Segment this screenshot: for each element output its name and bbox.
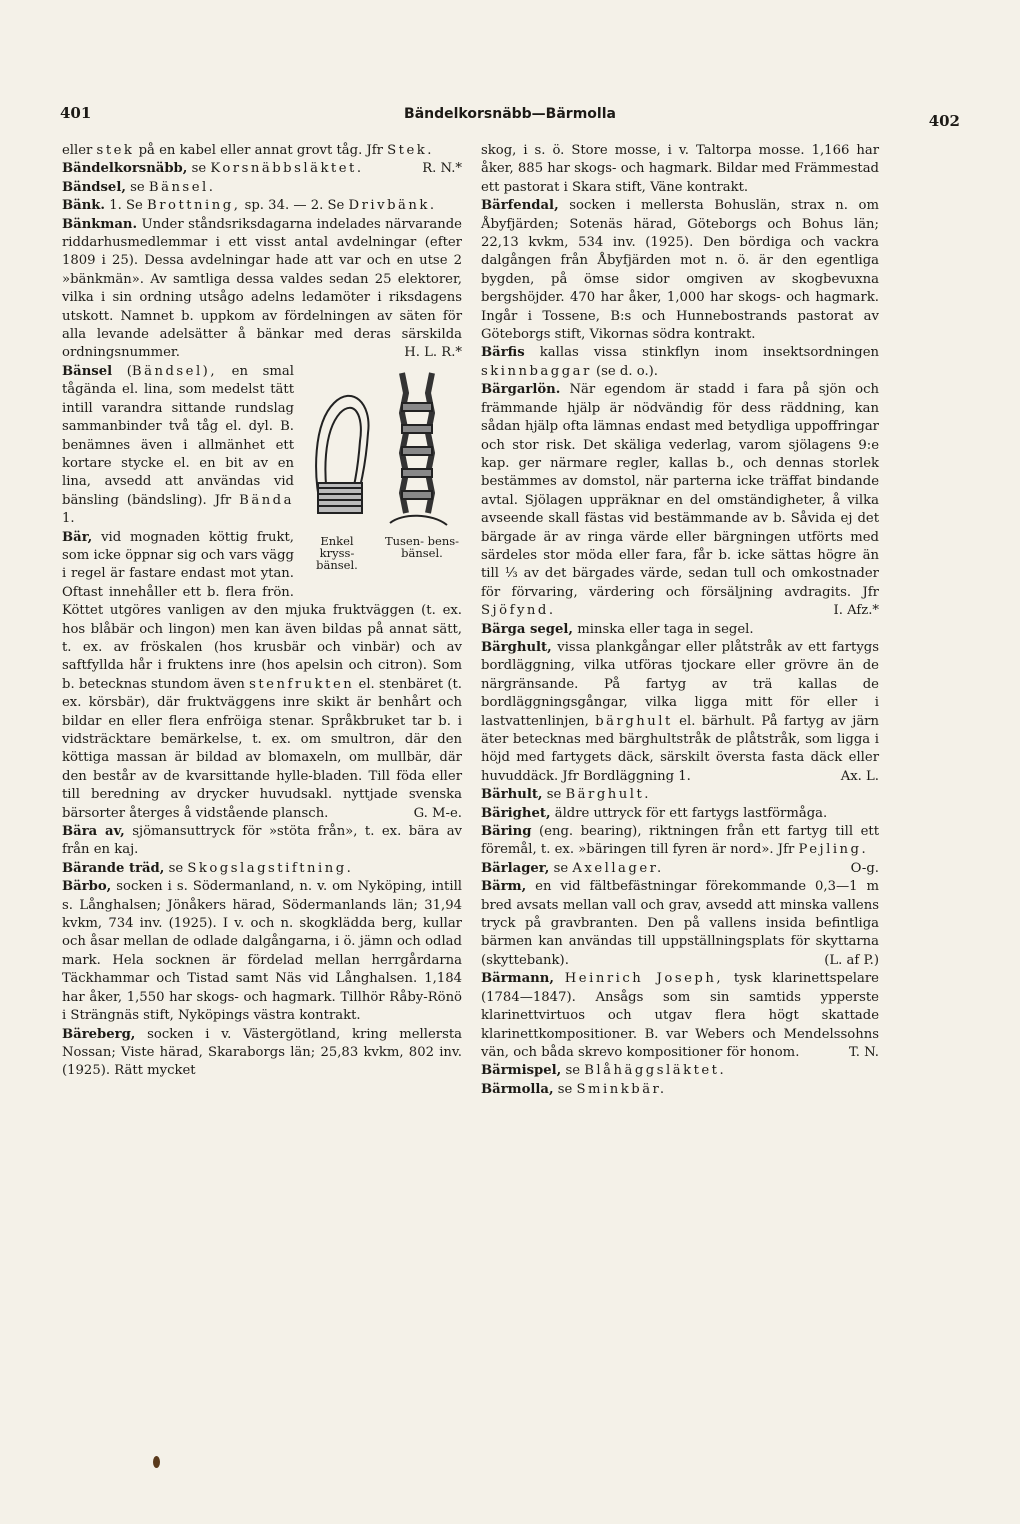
entry-spaced: Pejling. [798,842,869,858]
headword: Bärmispel, [481,1063,562,1079]
dictionary-entry [62,1026,462,1081]
entry-text: socken i mellersta Bohuslän, strax n. om Åbyfjärden; Sotenäs härad, Göteborgs och Bohus län; 22,13 kvkm, 534 inv. (1925). Den bördiga och vackra dalgången från Åbyfjärden mot n. ö. är den egentliga bygden, på ömse sidor omgiven av skogbevuxna bergshöjder. 470 har åker, 1,000 har skogs- och hagmark. Ingår i Tossene, B:s och Hunnebostrands pastorat av Göteborgs stift, Vikornas södra kontrakt. [481,198,879,343]
dictionary-entry [62,160,462,178]
entry-text: se [549,860,573,876]
headword: Bärgarlön. [481,382,561,398]
entry-text: sp. 34. — 2. Se [240,198,349,214]
rope-end [390,516,447,525]
entry-text: minska eller taga in segel. [573,621,754,637]
entry-text: kallas vissa stinkflyn inom insektsordningen [524,345,879,361]
knot-illustration [302,363,462,533]
entry-text: se [164,860,188,876]
entry-text: se [553,1081,577,1097]
headword: Bärm, [481,879,527,895]
right-column [481,142,879,1099]
dictionary-entry [481,805,879,823]
running-title: Bändelkorsnäbb—Bärmolla [404,106,616,122]
entry-spaced: stek [96,143,135,158]
headword: Bärmolla, [481,1081,554,1097]
entry-text: (se d. o.). [591,363,658,379]
headword: Bärmann, [481,971,554,987]
figure-caption-left: Enkel kryss- bänsel. [316,533,358,572]
dictionary-entry [481,344,879,381]
signature: G. M-e. [413,805,462,821]
figure-caption-right: Tusen- bens- bänsel. [384,533,460,560]
dictionary-entry [62,179,462,197]
dictionary-entry [62,216,462,363]
entry-text: el. bärhult. På fartyg av järn äter betecknas med bärghultstråk de plåtstråk, som ligga i höjd med fartygets däck, särskilt översta fasta däck eller huvuddäck. Jfr Bordläggning 1. [481,713,879,784]
entry-text: 1. Se [105,198,148,214]
headword: Bärfendal, [481,198,559,214]
headword: Bänkman. [62,216,138,232]
entry-text: se [125,179,149,195]
headword: Bärande träd, [62,860,165,876]
headword: Bänk. [62,198,106,214]
headword: Bändsel, [62,179,126,195]
entry-spaced: Sjöfynd. [481,603,556,619]
entry-spaced: skinnbaggar [481,363,592,379]
headword: Bärighet, [481,805,551,821]
page-number-right: 402 [928,112,960,130]
entry-text: socken i v. Västergötland, kring mellersta Nossan; Viste härad, Skaraborgs län; 25,83 kvkm, 802 inv. (1925). Rätt mycket [62,1026,462,1079]
headword: Bändelkorsnäbb, [62,161,188,177]
entry-spaced: Axellager. [572,860,664,876]
signature: T. N. [848,1044,879,1060]
headword: Bärhult, [481,787,543,803]
entry-spaced: Sminkbär. [576,1081,667,1097]
page-number-left: 401 [60,104,92,122]
ink-spot [153,1456,160,1468]
entry-spaced: Heinrich Joseph, [564,971,724,987]
entry-bansel: Enkel kryss- bänsel. Tusen- bens- bänsel. Bänsel (Bändsel), en smal tågända el. lina, som medelst tätt intill varandra sittande rundslag sammanbinder två tåg el. dyl. B. benämnes även i allmänhet ett kortare stycke el. en bit av en lina, avsedd att användas vid bänsling (bändsling). Jfr Bända 1. [62,363,462,529]
entry-spaced: Skogslagstiftning. [187,860,354,876]
headword: Bärfis [481,345,525,361]
entry-text: vissa plankgångar eller plåtstråk av ett fartygs bordläggning, vilka utföras tjockare eller grövre än de närgränsande. På fartyg av trä kallas de bordläggningsgångar, vilka ligga mitt för eller i lastvattenlinjen, [481,639,879,729]
dictionary-entry [481,860,879,878]
entry-text: se [187,161,211,177]
entry-text: Under ståndsriksdagarna indelades närvarande riddarhusmedlemmar i ett visst antal avdelningar (efter 1809 i 25). Dessa avdelningar hade att var och en utse 2 »bänkmän». Av samtliga dessa valdes sedan 25 elektorer, vilka i sin ordning utsågo adelns ledamöter i riksdagens utskott. Namnet b. uppkom av fördelningen av säten för alla levande adelsätter å bänkar med deras särskilda ordningsnummer. [62,216,462,361]
entry-text: skog, i s. ö. Store mosse, i v. Taltorpa mosse. 1,166 har åker, 885 har skogs- och hagmark. Bildar med Främmestad ett pastorat i Skara stift, Väne kontrakt. [481,143,879,195]
knot-figure [302,363,462,583]
dictionary-entry [481,381,879,620]
dictionary-entry [481,621,879,639]
dictionary-entry [481,197,879,344]
headword: Bärbo, [62,879,112,895]
signature: I. Afz.* [833,603,879,619]
entry-spaced: Bärghult. [565,787,651,803]
entry-text: sjömansuttryck för »stöta från», t. ex. bära av från en kaj. [62,824,463,858]
entry-spaced: Blåhäggsläktet. [584,1063,727,1079]
signature: H. L. R.* [404,345,462,361]
headword: Bärghult, [481,639,552,655]
headword: Bärlager, [481,860,550,876]
page-header [60,104,960,128]
signature: R. N.* [422,161,462,177]
dictionary-entry [481,878,879,970]
dictionary-entry [62,197,462,215]
entry-text: på en kabel eller annat grovt tåg. Jfr [134,143,388,158]
left-column [62,142,462,1081]
entry-spaced: bärghult [595,713,673,729]
dictionary-entry [481,970,879,1062]
dictionary-entry [62,823,462,860]
entry-spaced: Stek. [387,143,434,158]
dictionary-entry [481,786,879,804]
headword: Bäring [481,824,532,840]
entry-text: (eng. bearing), riktningen från ett fartyg till ett föremål, t. ex. »bäringen till fyren är nord». Jfr [481,824,879,858]
dictionary-entry [481,1062,879,1080]
dictionary-entry [481,1081,879,1099]
entry-spaced: Korsnäbbsläktet. [210,161,364,177]
signature: O-g. [850,860,879,876]
headword: Bäreberg, [62,1026,136,1042]
dictionary-entry [62,860,462,878]
entry-spaced: Brottning, [147,198,241,214]
entry-text: tysk klarinettspelare (1784—1847). Ansågs som sin samtids ypperste klarinettvirtuos och utgav flera högt skattade klarinettkompositioner. B. var Webers och Mendelssohns vän, och båda skrevo kompositioner för honom. [481,971,879,1060]
headword: Bänsel [62,363,113,379]
entry-spaced: Drivbänk. [348,198,437,214]
entry-bar: Bär, vid mognaden köttig frukt, som icke öppnar sig och vars vägg i regel är fastare endast mot ytan. Oftast innehåller ett b. flera frön. Köttet utgöres vanligen av den mjuka fruktväggen (t. ex. hos blåbär och lingon) men kan även bildas på annat sätt, t. ex. av fröskalen (hos krusbär och vinbär) och av saftfyllda hår i fruktens inre (hos apelsin och citron). Som b. betecknas stundom även stenfrukten el. stenbäret (t. ex. körsbär), där fruktväggens inre skikt är benhårt och bildar en eller flera enfröiga stenar. Språkbruket tar b. i vidsträcktare bemärkelse, t. ex. om smultron, där den köttiga massan är bildad av blomaxeln, om mullbär, där den består av de kvarsittande hylle-bladen. Till föda eller till beredning av drycker huvudsakl. nyttjade svenska bärsorter återges å vidstående plansch. G. M-e. [62,529,462,824]
dictionary-entry [481,142,879,197]
headword: Bär, [62,529,93,545]
entry-text: När egendom är stadd i fara på sjön och främmande hjälp är nödvändig för dess räddning, kan sådan hjälp ofta lämnas endast med betydliga uppoffringar och stor risk. Det skäliga vederlag, varom sjölagens 9:e kap. ger närmare regler, kallas b., och dennas storlek bestämmes av domstol, när parterna icke träffat bindande avtal. Sjölagen uppräknar en del omständigheter, å vilka avseende skall fästas vid bestämmande av b. Såvida ej det bärgade är av ringa värde eller bärgningen utförts med särdeles stor möda eller fara, får b. icke sättas högre än till ⅓ av det bärgades värde, sedan tull och omkostnader för förvaring, värdering och försäljning avdragits. Jfr [481,382,879,600]
entry-text: se [561,1063,585,1079]
dictionary-entry [481,639,879,786]
signature: (L. af P.) [824,952,879,968]
dictionary-entry [62,878,462,1025]
entry-text: en vid fältbefästningar förekommande 0,3—1 m bred avsats mellan vall och grav, avsedd att minska vallens tryck på gravbranten. Den på vallens insida befintliga bärmen kan användas till uppställningsplats för skyttarna (skyttebank). [481,879,879,968]
entry-text: socken i s. Södermanland, n. v. om Nyköping, intill s. Långhalsen; Jönåkers härad, Södermanlands län; 31,94 kvkm, 734 inv. (1925). I v. och n. skogklädda berg, kullar och åsar mellan de odlade dalgångarna, i ö. jämn och odlad mark. Hela socknen är fördelad mellan herrgårdarna Täckhammar och Tistad samt Näs vid Långhalsen. 1,184 har åker, 1,550 har skogs- och hagmark. Tillhör Råby-Rönö i Strängnäs stift, Nyköpings västra kontrakt. [62,879,462,1024]
headword: Bärga segel, [481,621,574,637]
entry-spaced: Bänsel. [148,179,216,195]
entry-text: eller [62,143,97,158]
headword: Bära av, [62,824,125,840]
signature: Ax. L. [840,768,879,784]
entry-text: äldre uttryck för ett fartygs lastförmåga. [550,805,828,821]
entry-text [554,971,565,986]
entry-text: se [542,787,566,803]
